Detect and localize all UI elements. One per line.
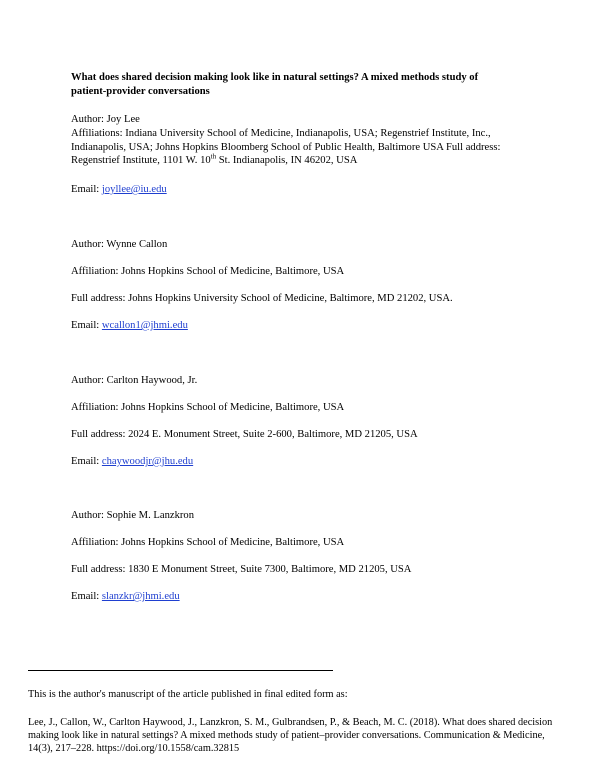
author-wynne-callon: Author: Wynne Callon (71, 239, 168, 250)
footer-divider (28, 670, 333, 671)
email-link-sophie-lanzkron[interactable]: slanzkr@jhmi.edu (101, 591, 180, 602)
email-link-carlton-haywood[interactable]: chaywoodjr@jhu.edu (101, 456, 194, 467)
article-title: What does shared decision making look like in natural settings? A mixed methods study of patient-provider conversations (71, 72, 479, 97)
email-line-carlton-haywood (71, 455, 193, 469)
author-carlton-haywood: Author: Carlton Haywood, Jr. (71, 375, 198, 386)
email-link-joy-lee[interactable]: joyllee@iu.edu (101, 184, 167, 195)
affiliations-text-end: St. Indianapolis, IN 46202, USA (216, 155, 358, 167)
author-sophie-lanzkron: Author: Sophie M. Lanzkron (71, 510, 194, 521)
manuscript-note: This is the author's manuscript of the article published in final edited form as: (28, 689, 348, 700)
address-wynne-callon: Full address: Johns Hopkins University School of Medicine, Baltimore, MD 21202, USA. (71, 293, 453, 304)
email-prefix: Email: (71, 184, 102, 195)
affiliations-joy-lee (71, 127, 511, 168)
email-prefix: Email: (71, 320, 102, 331)
author-joy-lee: Author: Joy Lee (71, 114, 140, 125)
email-prefix: Email: (71, 591, 102, 602)
email-line-joy-lee (71, 183, 167, 197)
email-link-wynne-callon[interactable]: wcallon1@jhmi.edu (101, 320, 188, 331)
email-line-sophie-lanzkron (71, 590, 180, 604)
email-prefix: Email: (71, 456, 102, 467)
address-carlton-haywood: Full address: 2024 E. Monument Street, Suite 2-600, Baltimore, MD 21205, USA (71, 429, 418, 440)
affiliation-sophie-lanzkron: Affiliation: Johns Hopkins School of Medicine, Baltimore, USA (71, 537, 345, 548)
citation: Lee, J., Callon, W., Carlton Haywood, J., Lanzkron, S. M., Gulbrandsen, P., & Beach, M. C. (2018). What does shared decision making look like in natural settings? A mixed methods study of patient–provider conversations. Communication & Medicine, 14(3), 217–228. https://doi.org/10.1558/cam.32815 (28, 717, 553, 754)
address-sophie-lanzkron: Full address: 1830 E Monument Street, Suite 7300, Baltimore, MD 21205, USA (71, 564, 412, 575)
superscript-th: th (210, 152, 217, 161)
affiliations-text: Affiliations: Indiana University School of Medicine, Indianapolis, USA; Regenstrief Institute, Inc., Indianapolis, USA; Johns Hopkins Bloomberg School of Public Health, Baltimore USA Full address: Regenstrief Institute, 1101 W. 10 (71, 128, 501, 167)
affiliation-wynne-callon: Affiliation: Johns Hopkins School of Medicine, Baltimore, USA (71, 266, 345, 277)
affiliation-carlton-haywood: Affiliation: Johns Hopkins School of Medicine, Baltimore, USA (71, 402, 345, 413)
email-line-wynne-callon (71, 319, 188, 333)
